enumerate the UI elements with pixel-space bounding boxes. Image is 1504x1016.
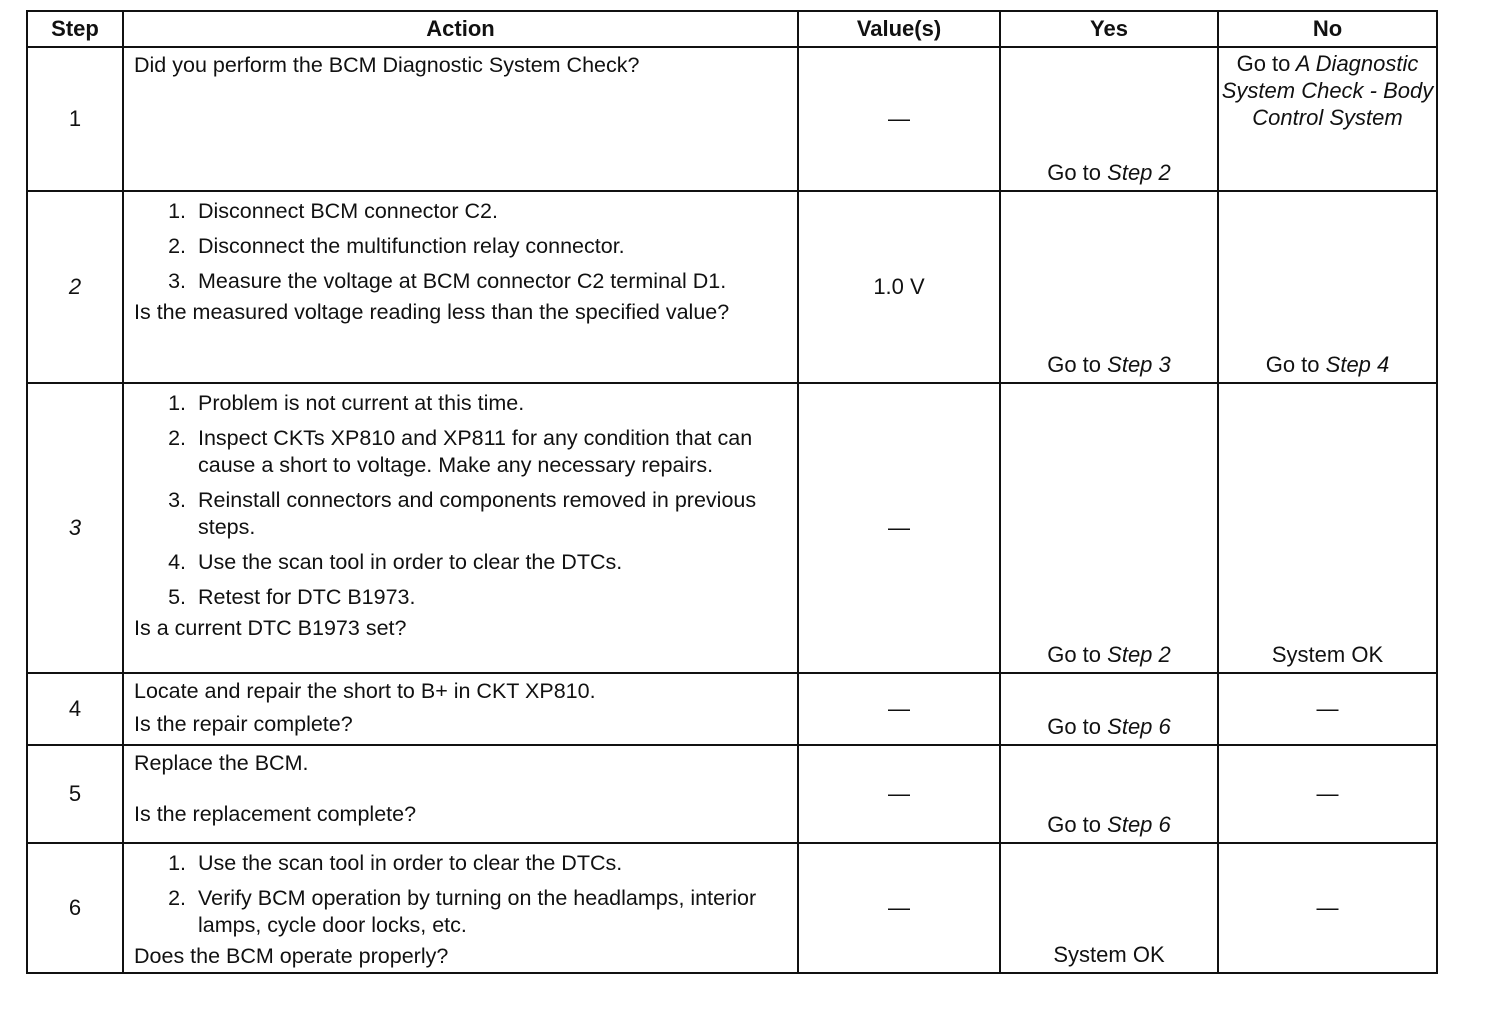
- header-values: Value(s): [798, 11, 1000, 47]
- yes-cell: [1000, 745, 1218, 843]
- action-cell: [123, 383, 798, 673]
- action-list: [134, 198, 789, 295]
- value-cell: —: [798, 745, 1000, 843]
- step-number: 4: [27, 673, 123, 745]
- yes-prefix: Go to: [1047, 160, 1102, 185]
- no-prefix: Go to: [1265, 352, 1320, 377]
- action-question: Is the repair complete?: [134, 712, 353, 736]
- yes-link: Step 3: [1107, 352, 1171, 377]
- action-cell: [123, 843, 798, 973]
- yes-cell: [1000, 673, 1218, 745]
- action-item: 1. Use the scan tool in order to clear the DTCs.: [192, 850, 789, 877]
- action-cell: [123, 673, 798, 745]
- action-item: 3. Measure the voltage at BCM connector C2 terminal D1.: [192, 268, 789, 295]
- action-list: [134, 850, 789, 939]
- action-question: Is a current DTC B1973 set?: [134, 616, 407, 640]
- action-item: 5. Retest for DTC B1973.: [192, 584, 789, 611]
- action-question: Does the BCM operate properly?: [134, 944, 449, 968]
- action-item: 3. Reinstall connectors and components removed in previous steps.: [192, 487, 789, 541]
- value-cell: —: [798, 673, 1000, 745]
- table-row: [27, 843, 1437, 973]
- header-no: No: [1218, 11, 1437, 47]
- step-number: 2: [27, 191, 123, 383]
- table-row: [27, 383, 1437, 673]
- header-yes: Yes: [1000, 11, 1218, 47]
- table-row: [27, 673, 1437, 745]
- table-row: [27, 191, 1437, 383]
- value-cell: —: [798, 47, 1000, 191]
- value-cell: 1.0 V: [798, 191, 1000, 383]
- action-question: Is the measured voltage reading less than the specified value?: [134, 300, 730, 324]
- action-cell: [123, 745, 798, 843]
- action-cell: [123, 47, 798, 191]
- action-question: Did you perform the BCM Diagnostic System Check?: [134, 53, 640, 77]
- action-item: 2. Verify BCM operation by turning on the headlamps, interior lamps, cycle door locks, etc.: [192, 885, 789, 939]
- table-row: [27, 745, 1437, 843]
- step-number: 6: [27, 843, 123, 973]
- action-text: Replace the BCM.: [134, 751, 309, 775]
- yes-cell: [1000, 47, 1218, 191]
- step-number: 3: [27, 383, 123, 673]
- yes-link: Step 2: [1107, 642, 1171, 667]
- yes-prefix: Go to: [1047, 812, 1102, 837]
- yes-link: Step 6: [1107, 812, 1171, 837]
- yes-link: Step 6: [1107, 714, 1171, 739]
- no-cell: [1218, 191, 1437, 383]
- step-number: 1: [27, 47, 123, 191]
- no-cell: [1218, 47, 1437, 191]
- no-link: A Diagnostic System Check - Body Control System: [1221, 51, 1434, 130]
- action-question: Is the replacement complete?: [134, 802, 417, 826]
- no-cell: —: [1218, 843, 1437, 973]
- yes-cell: [1000, 383, 1218, 673]
- action-item: 2. Inspect CKTs XP810 and XP811 for any condition that can cause a short to voltage. Make any necessary repairs.: [192, 425, 789, 479]
- action-text: Locate and repair the short to B+ in CKT XP810.: [134, 679, 596, 703]
- diagnostic-table: [26, 10, 1438, 974]
- yes-prefix: Go to: [1047, 642, 1102, 667]
- action-cell: [123, 191, 798, 383]
- yes-cell: [1000, 191, 1218, 383]
- header-action: Action: [123, 11, 798, 47]
- value-cell: —: [798, 383, 1000, 673]
- no-link: Step 4: [1325, 352, 1390, 377]
- yes-prefix: Go to: [1047, 352, 1102, 377]
- action-item: 2. Disconnect the multifunction relay connector.: [192, 233, 789, 260]
- step-number: 5: [27, 745, 123, 843]
- header-step: Step: [27, 11, 123, 47]
- no-cell: —: [1218, 673, 1437, 745]
- header-row: [27, 11, 1437, 47]
- table-row: [27, 47, 1437, 191]
- no-cell: —: [1218, 745, 1437, 843]
- value-cell: —: [798, 843, 1000, 973]
- action-item: 4. Use the scan tool in order to clear the DTCs.: [192, 549, 789, 576]
- action-list: [134, 390, 789, 611]
- no-cell: System OK: [1218, 383, 1437, 673]
- action-item: 1. Disconnect BCM connector C2.: [192, 198, 789, 225]
- action-item: 1. Problem is not current at this time.: [192, 390, 789, 417]
- yes-cell: System OK: [1000, 843, 1218, 973]
- yes-prefix: Go to: [1047, 714, 1102, 739]
- yes-link: Step 2: [1107, 160, 1171, 185]
- no-prefix: Go to: [1236, 51, 1291, 76]
